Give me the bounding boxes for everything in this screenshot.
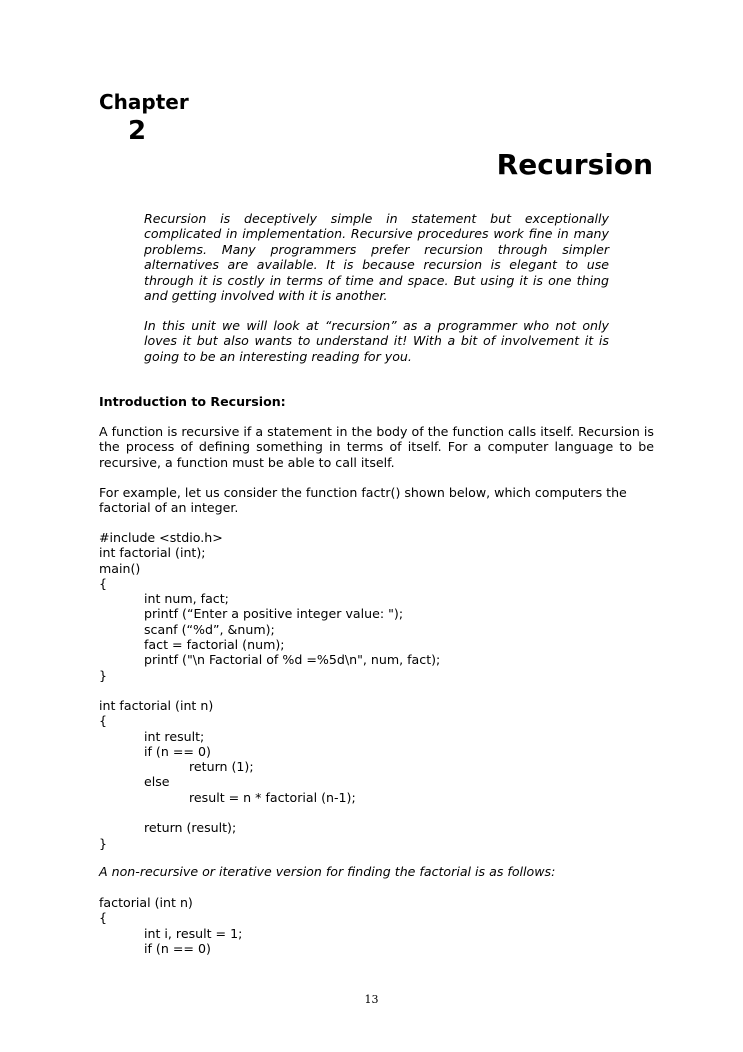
code-line: int factorial (int n) — [99, 698, 214, 713]
code-line: fact = factorial (num); — [144, 637, 285, 653]
abstract-paragraph: In this unit we will look at “recursion” as a programmer who not only loves it but also wants to understand it! With a bit of involvement it is going to be an interesting reading for you. — [144, 318, 609, 364]
chapter-number: 2 — [128, 116, 147, 146]
code-block-iterative — [99, 895, 242, 956]
code-line: factorial (int n) — [99, 895, 193, 910]
code-line: printf (“Enter a positive integer value: "); — [144, 606, 404, 622]
abstract-paragraph: Recursion is deceptively simple in statement but exceptionally complicated in implementation. Recursive procedures work fine in many problems. Many programmers prefer recursion through simpler alternatives are available. It is because recursion is elegant to use through it is costly in terms of time and space. But using it is one thing and getting involved with it is another. — [144, 211, 609, 304]
code-line: result = n * factorial (n-1); — [189, 789, 356, 805]
code-block-factorial — [99, 698, 356, 851]
code-line: return (1); — [189, 759, 254, 775]
body-paragraph: For example, let us consider the function factr() shown below, which computers the factorial of an integer. — [99, 485, 627, 516]
code-line: { — [99, 575, 108, 591]
code-line: scanf (“%d”, &num); — [144, 621, 275, 637]
chapter-label: Chapter — [99, 90, 189, 114]
code-line: main() — [99, 560, 141, 576]
code-line: printf ("\n Factorial of %d =%5d\n", num, fact); — [144, 652, 441, 668]
iterative-note: A non-recursive or iterative version for finding the factorial is as follows: — [99, 864, 556, 879]
code-line: } — [99, 835, 108, 851]
code-line: if (n == 0) — [144, 940, 211, 956]
code-line: { — [99, 910, 108, 926]
chapter-title: Recursion — [496, 148, 653, 181]
code-line: int result; — [144, 728, 205, 744]
section-heading: Introduction to Recursion: — [99, 394, 286, 409]
body-paragraph: A function is recursive if a statement in the body of the function calls itself. Recursion is the process of defining something in terms of itself. For a computer language to be recursive, a function must be able to call itself. — [99, 424, 654, 470]
code-line: return (result); — [144, 820, 237, 836]
code-line: int factorial (int); — [99, 545, 206, 561]
code-line: int num, fact; — [144, 591, 229, 607]
page-number: 13 — [364, 993, 379, 1006]
code-line: int i, result = 1; — [144, 925, 243, 941]
code-block-main — [99, 530, 440, 683]
code-line: { — [99, 713, 108, 729]
code-line: } — [99, 667, 108, 683]
code-line: if (n == 0) — [144, 743, 211, 759]
code-blank-line — [99, 805, 356, 820]
code-line: else — [144, 774, 170, 790]
code-line: #include <stdio.h> — [99, 530, 223, 545]
